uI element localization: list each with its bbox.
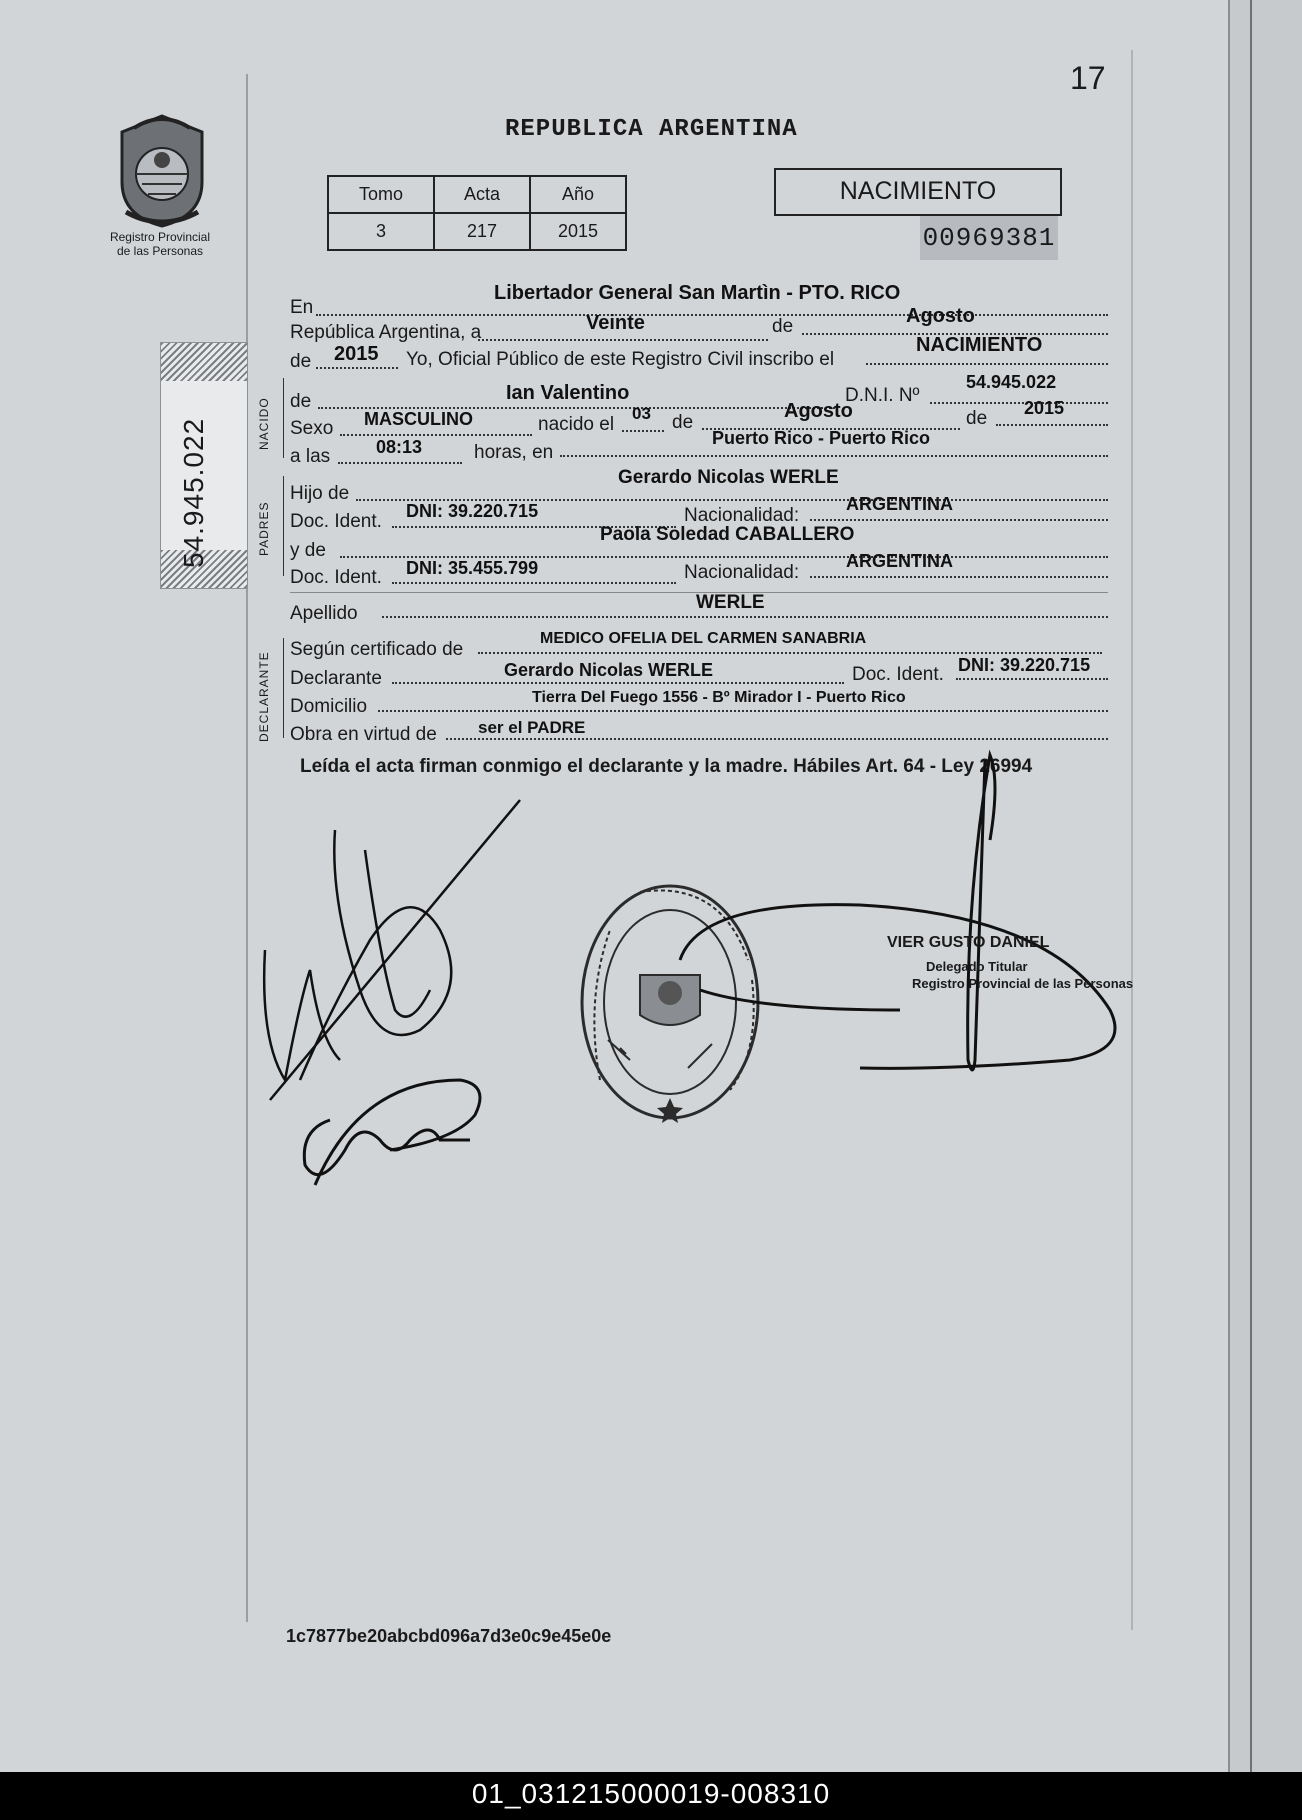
- label-nacionalidad2: Nacionalidad:: [684, 562, 800, 583]
- officer-name: VIER GUSTO DANIEL: [887, 934, 1050, 951]
- official-signature: [680, 755, 1115, 1070]
- mother-signature: [304, 1080, 480, 1185]
- label-dni: D.N.I. Nº: [845, 385, 920, 406]
- register-value-acta: 217: [434, 213, 530, 250]
- dni-tag-number: 54.945.022: [178, 417, 209, 568]
- register-header-tomo: Tomo: [328, 176, 434, 213]
- section-label-parents: PADRES: [257, 501, 271, 556]
- official-round-stamp: [582, 886, 758, 1123]
- value-year: 2015: [334, 343, 379, 365]
- register-header-acta: Acta: [434, 176, 530, 213]
- register-value-tomo: 3: [328, 213, 434, 250]
- value-mother-doc: DNI: 35.455.799: [406, 558, 539, 578]
- footer-id: 01_031215000019-008310: [471, 1778, 831, 1809]
- value-mother: Paola Soledad CABALLERO: [600, 524, 855, 545]
- label-domicilio: Domicilio: [290, 696, 368, 717]
- value-sex: MASCULINO: [364, 409, 473, 429]
- value-place: Libertador General San Martìn - PTO. RICO: [494, 282, 901, 304]
- value-father-nat: ARGENTINA: [846, 494, 953, 514]
- label-de-name: de: [290, 391, 312, 412]
- seal-caption-line1: Registro Provincial: [109, 230, 211, 244]
- label-obra: Obra en virtud de: [290, 724, 437, 745]
- label-doc-ident3: Doc. Ident.: [852, 664, 944, 685]
- page-number: 17: [1070, 60, 1106, 96]
- value-father: Gerardo Nicolas WERLE: [618, 467, 839, 488]
- closing-note: Leída el acta firman conmigo el declarante y la madre. Hábiles Art. 64 - Ley 26994: [300, 756, 1033, 777]
- value-address: Tierra Del Fuego 1556 - Bº Mirador I - Puerto Rico: [532, 689, 906, 706]
- label-hijo-de: Hijo de: [290, 483, 350, 504]
- value-month: Agosto: [906, 305, 975, 327]
- officer-role: Delegado Titular: [926, 959, 1028, 974]
- value-certificate: MEDICO OFELIA DEL CARMEN SANABRIA: [540, 630, 867, 647]
- value-hour: 08:13: [376, 437, 423, 457]
- document-title: REPUBLICA ARGENTINA: [505, 116, 798, 143]
- value-father-doc: DNI: 39.220.715: [406, 501, 539, 521]
- label-en: En: [290, 297, 314, 318]
- label-segun: Según certificado de: [290, 639, 464, 660]
- label-y-de: y de: [290, 540, 326, 561]
- value-birth-day: 03: [632, 404, 651, 423]
- officer-office: Registro Provincial de las Personas: [912, 976, 1134, 991]
- label-nacionalidad: Nacionalidad:: [684, 505, 800, 526]
- label-declarante: Declarante: [290, 668, 382, 689]
- value-birth-month: Agosto: [784, 400, 853, 422]
- serial-number: 00969381: [920, 216, 1058, 260]
- value-name: Ian Valentino: [506, 382, 630, 404]
- label-de-year2: de: [966, 408, 988, 429]
- label-apellido: Apellido: [290, 603, 358, 624]
- label-sexo: Sexo: [290, 418, 334, 439]
- seal-caption-line2: de las Personas: [116, 244, 204, 258]
- label-de-month: de: [672, 412, 694, 433]
- value-birth-year: 2015: [1024, 398, 1065, 418]
- value-surname: WERLE: [696, 592, 765, 613]
- section-label-declarant: DECLARANTE: [257, 651, 271, 742]
- value-dni: 54.945.022: [966, 372, 1057, 392]
- document-hash: 1c7877be20abcbd096a7d3e0c9e45e0e: [286, 1626, 612, 1646]
- label-nacido-el: nacido el: [538, 414, 615, 435]
- label-de-year: de: [290, 351, 312, 372]
- declarant-signature: [264, 800, 520, 1100]
- value-act: NACIMIENTO: [916, 334, 1043, 356]
- label-a-las: a las: [290, 446, 331, 467]
- register-value-anio: 2015: [530, 213, 626, 250]
- value-birth-place: Puerto Rico - Puerto Rico: [712, 428, 931, 448]
- value-declarant-doc: DNI: 39.220.715: [958, 655, 1091, 675]
- label-doc-ident: Doc. Ident.: [290, 511, 382, 532]
- document-type-box: NACIMIENTO: [774, 168, 1062, 216]
- register-header-anio: Año: [530, 176, 626, 213]
- value-day: Veinte: [586, 312, 645, 334]
- value-mother-nat: ARGENTINA: [846, 551, 953, 571]
- label-inscribo: Yo, Oficial Público de este Registro Civil inscribo el: [406, 349, 835, 370]
- value-declarant: Gerardo Nicolas WERLE: [504, 660, 714, 680]
- value-capacity: ser el PADRE: [478, 718, 586, 737]
- section-label-born: NACIDO: [257, 397, 271, 450]
- label-de: de: [772, 316, 794, 337]
- label-doc-ident2: Doc. Ident.: [290, 567, 382, 588]
- label-republica: República Argentina, a: [290, 322, 482, 343]
- label-horas-en: horas, en: [474, 442, 554, 463]
